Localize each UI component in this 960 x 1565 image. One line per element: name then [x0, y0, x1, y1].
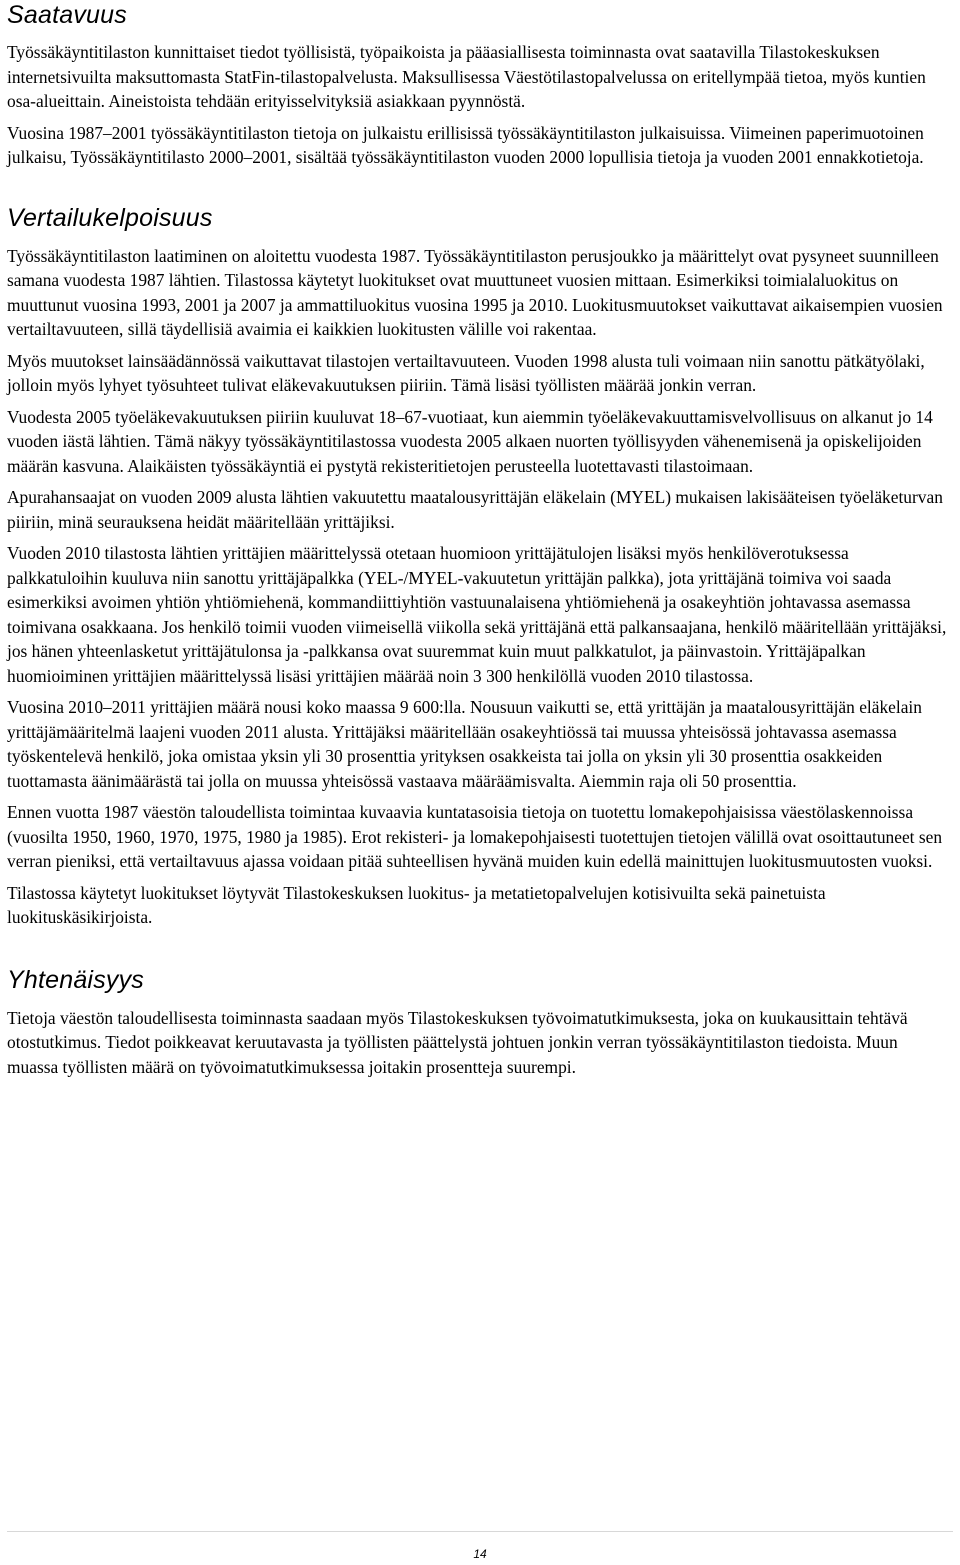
paragraph: Myös muutokset lainsäädännössä vaikuttavat tilastojen vertailtavuuteen. Vuoden 1998 alusta tuli voimaan niin sanottu pätkätyölaki, jolloin myös lyhyet työsuhteet tulivat eläkevakuutuksen piiriin. Tämä lisäsi työllisten määrää jonkin verran. [7, 350, 925, 395]
paragraph: Ennen vuotta 1987 väestön taloudellista toimintaa kuvaavia kuntatasoisia tietoja on tuotettu lomakepohjaisissa väestölaskennoissa (vuosilta 1950, 1960, 1970, 1975, 1980 ja 1985). Erot rekisteri- ja lomakepohjaisesti tuotettujen tietojen välillä ovat osoittautuneet sen verran pieniksi, että vertailtavuus ajassa voidaan pitää suhteellisen hyvänä muiden kuin edellä mainittujen luokitusmuutosten vuoksi. [7, 802, 943, 871]
heading-vertailukelpoisuus: Vertailukelpoisuus [7, 203, 213, 232]
heading-saatavuus: Saatavuus [7, 1, 127, 29]
paragraph: Työssäkäyntitilaston kunnittaiset tiedot työllisistä, työpaikoista ja pääasiallisesta toiminnasta ovat saatavilla Tilastokeskuksen internetsivuilta maksuttomasta StatFin-tilastopalvelusta. Maksullisessa Väestötilastopalvelussa on eritellympää tietoa, myös kuntien osa-alueittain. Aineistoista tehdään erityisselvityksiä asiakkaan pyynnöstä. [7, 42, 926, 111]
section-vertailukelpoisuus [7, 203, 953, 930]
paragraph: Apurahansaajat on vuoden 2009 alusta lähtien vakuutettu maatalousyrittäjän eläkelain (MYEL) mukaisen lakisääteisen työeläketurvan piiriin, minä seurauksena heidät määritellään yrittäjiksi. [7, 487, 943, 532]
paragraph: Vuoden 2010 tilastosta lähtien yrittäjien määrittelyssä otetaan huomioon yrittäjätulojen lisäksi myös henkilöverotuksessa palkkatuloihin kuuluva niin sanottu yrittäjäpalkka (YEL-/MYEL-vakuutetun yrittäjän palkka), jota yrittäjänä toimiva voi saada esimerkiksi avoimen yhtiön yhtiömiehenä, kommandiittiyhtiön vastuunalaisena yhtiömiehenä ja osakeyhtiön johtavassa asemassa toimivana osakkaana. Jos henkilö toimii vuoden viimeisellä viikolla sekä yrittäjänä että palkansaajana, henkilö määritellään yrittäjäksi, jos hänen yhteenlasketut yrittäjätulonsa ja -palkkansa ovat suuremmat kuin muut palkkatulot, ja päinvastoin. Yrittäjäpalkan huomioiminen yrittäjien määrittelyssä lisäsi yrittäjien määrää noin 3 300 henkilöllä vuoden 2010 tilastossa. [7, 543, 947, 686]
heading-yhtenaisyys: Yhtenäisyys [7, 965, 144, 994]
section-saatavuus [7, 0, 953, 170]
document-page [7, 0, 953, 1086]
section-yhtenaisyys [7, 965, 953, 1080]
paragraph: Vuosina 1987–2001 työssäkäyntitilaston tietoja on julkaistu erillisissä työssäkäyntitilaston julkaisuissa. Viimeinen paperimuotoinen julkaisu, Työssäkäyntitilasto 2000–2001, sisältää työssäkäyntitilaston vuoden 2000 lopullisia tietoja ja vuoden 2001 ennakkotietoja. [7, 122, 924, 167]
page-number: 14 [473, 1547, 487, 1561]
footer-divider [7, 1531, 953, 1532]
paragraph: Vuosina 2010–2011 yrittäjien määrä nousi koko maassa 9 600:lla. Nousuun vaikutti se, että yrittäjän ja maatalousyrittäjän eläkelain yrittäjämääritelmä laajeni vuoden 2011 alusta. Yrittäjäksi määritellään osakeyhtiössä tai muussa yhteisössä johtavassa asemassa työskentelevä henkilö, joka omistaa yksin yli 30 prosenttia yrityksen osakkeista tai jolla on yksin yli 30 prosenttia osakkeiden tuottamasta äänimäärästä tai jolla on muussa yhteisössä vastaava määräämisvalta. Aiemmin raja oli 50 prosenttia. [7, 697, 922, 791]
paragraph: Tilastossa käytetyt luokitukset löytyvät Tilastokeskuksen luokitus- ja metatietopalvelujen kotisivuilta sekä painetuista luokituskäsikirjoista. [7, 882, 826, 927]
paragraph: Tietoja väestön taloudellisesta toiminnasta saadaan myös Tilastokeskuksen työvoimatutkimuksesta, joka on kuukausittain tehtävä otostutkimus. Tiedot poikkeavat keruutavasta ja työllisten päättelystä johtuen jonkin verran työssäkäyntitilaston tiedoista. Muun muassa työllisten määrä on työvoimatutkimuksessa joitakin prosentteja suurempi. [7, 1007, 908, 1077]
paragraph: Vuodesta 2005 työeläkevakuutuksen piiriin kuuluvat 18–67-vuotiaat, kun aiemmin työeläkevakuuttamisvelvollisuus on alkanut jo 14 vuoden iästä lähtien. Tämä näkyy työssäkäyntitilastossa vuodesta 2005 alkaen nuorten työllisyyden vähenemisenä ja opiskelijoiden määrän kasvuna. Alaikäisten työssäkäyntiä ei pystytä rekisteritietojen perusteella luotettavasti tilastoimaan. [7, 406, 933, 476]
paragraph: Työssäkäyntitilaston laatiminen on aloitettu vuodesta 1987. Työssäkäyntitilaston perusjoukko ja määrittelyt ovat pysyneet suunnilleen samana vuodesta 1987 lähtien. Tilastossa käytetyt luokitukset ovat muuttuneet vuosien mittaan. Esimerkiksi toimialaluokitus on muuttunut vuosina 1993, 2001 ja 2007 ja ammattiluokitus vuosina 1995 ja 2010. Luokitusmuutokset vaikuttavat aikaisempien vuosien vertailtavuuteen, sillä täydellisiä avaimia ei kaikkien luokitusten välille voi rakentaa. [7, 245, 943, 339]
